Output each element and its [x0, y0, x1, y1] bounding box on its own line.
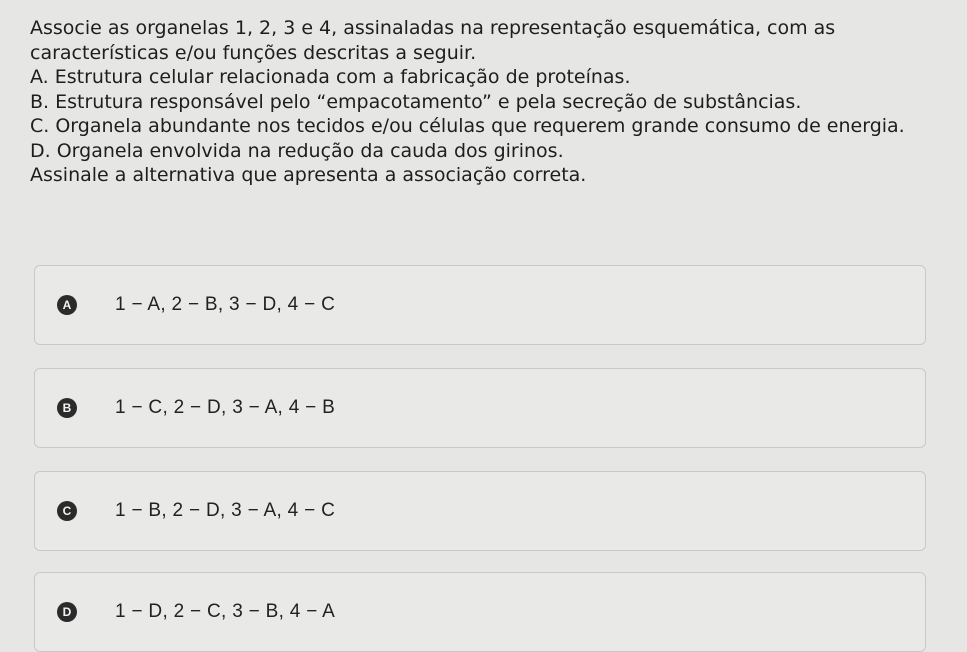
option-a-letter-badge: A: [57, 295, 77, 315]
option-b-letter-badge: B: [57, 398, 77, 418]
statement-a: A. Estrutura celular relacionada com a fabricação de proteínas.: [30, 66, 631, 88]
statement-d: D. Organela envolvida na redução da cauda dos girinos.: [30, 139, 564, 162]
option-b[interactable]: [34, 368, 926, 448]
statement-c: C. Organela abundante nos tecidos e/ou células que requerem grande consumo de energia.: [30, 115, 905, 137]
option-d[interactable]: [34, 572, 926, 652]
option-b-text: 1 − C, 2 − D, 3 − A, 4 − B: [115, 397, 336, 418]
question-block: [30, 16, 950, 188]
option-c-text: 1 − B, 2 − D, 3 − A, 4 − C: [115, 500, 336, 521]
statement-b: B. Estrutura responsável pelo “empacotamento” e pela secreção de substâncias.: [30, 90, 802, 113]
option-a-text: 1 − A, 2 − B, 3 − D, 4 − C: [115, 294, 336, 315]
option-d-text: 1 − D, 2 − C, 3 − B, 4 − A: [115, 601, 336, 622]
option-c-letter-badge: C: [57, 501, 77, 521]
question-intro: Associe as organelas 1, 2, 3 e 4, assinaladas na representação esquemática, com as características e/ou funções descritas a seguir.: [30, 17, 836, 64]
option-d-letter-badge: D: [57, 602, 77, 622]
option-a[interactable]: [34, 265, 926, 345]
option-c[interactable]: [34, 471, 926, 551]
question-prompt: Assinale a alternativa que apresenta a associação correta.: [30, 164, 587, 186]
